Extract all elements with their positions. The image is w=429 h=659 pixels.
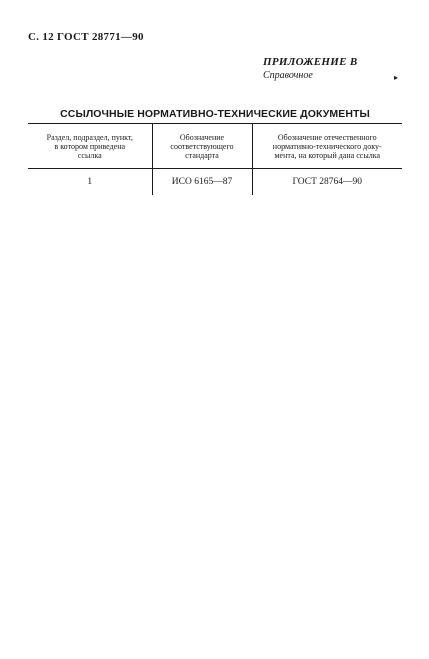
cell-standard: ИСО 6165—87: [152, 169, 252, 196]
document-title: ССЫЛОЧНЫЕ НОРМАТИВНО-ТЕХНИЧЕСКИЕ ДОКУМЕНТЫ: [60, 108, 370, 120]
table-row: [28, 169, 402, 196]
table-header-row: [28, 124, 402, 169]
appendix-title: ПРИЛОЖЕНИЕ В: [263, 56, 358, 68]
header-standard-designation: Обозначение соответствующего стандарта: [152, 124, 252, 169]
page-header: С. 12 ГОСТ 28771—90: [28, 31, 144, 43]
appendix-subtitle: Справочное: [263, 70, 313, 81]
cell-section: 1: [28, 169, 152, 196]
header-national-document: Обозначение отечественного нормативно-технического доку- мента, на который дана ссылка: [252, 124, 402, 169]
appendix-block: [263, 56, 393, 81]
reference-documents-table: [28, 123, 402, 195]
scan-mark: ▸: [394, 73, 399, 82]
header-section-reference: Раздел, подраздел, пункт, в котором приведена ссылка: [28, 124, 152, 169]
cell-national-document: ГОСТ 28764—90: [252, 169, 402, 196]
